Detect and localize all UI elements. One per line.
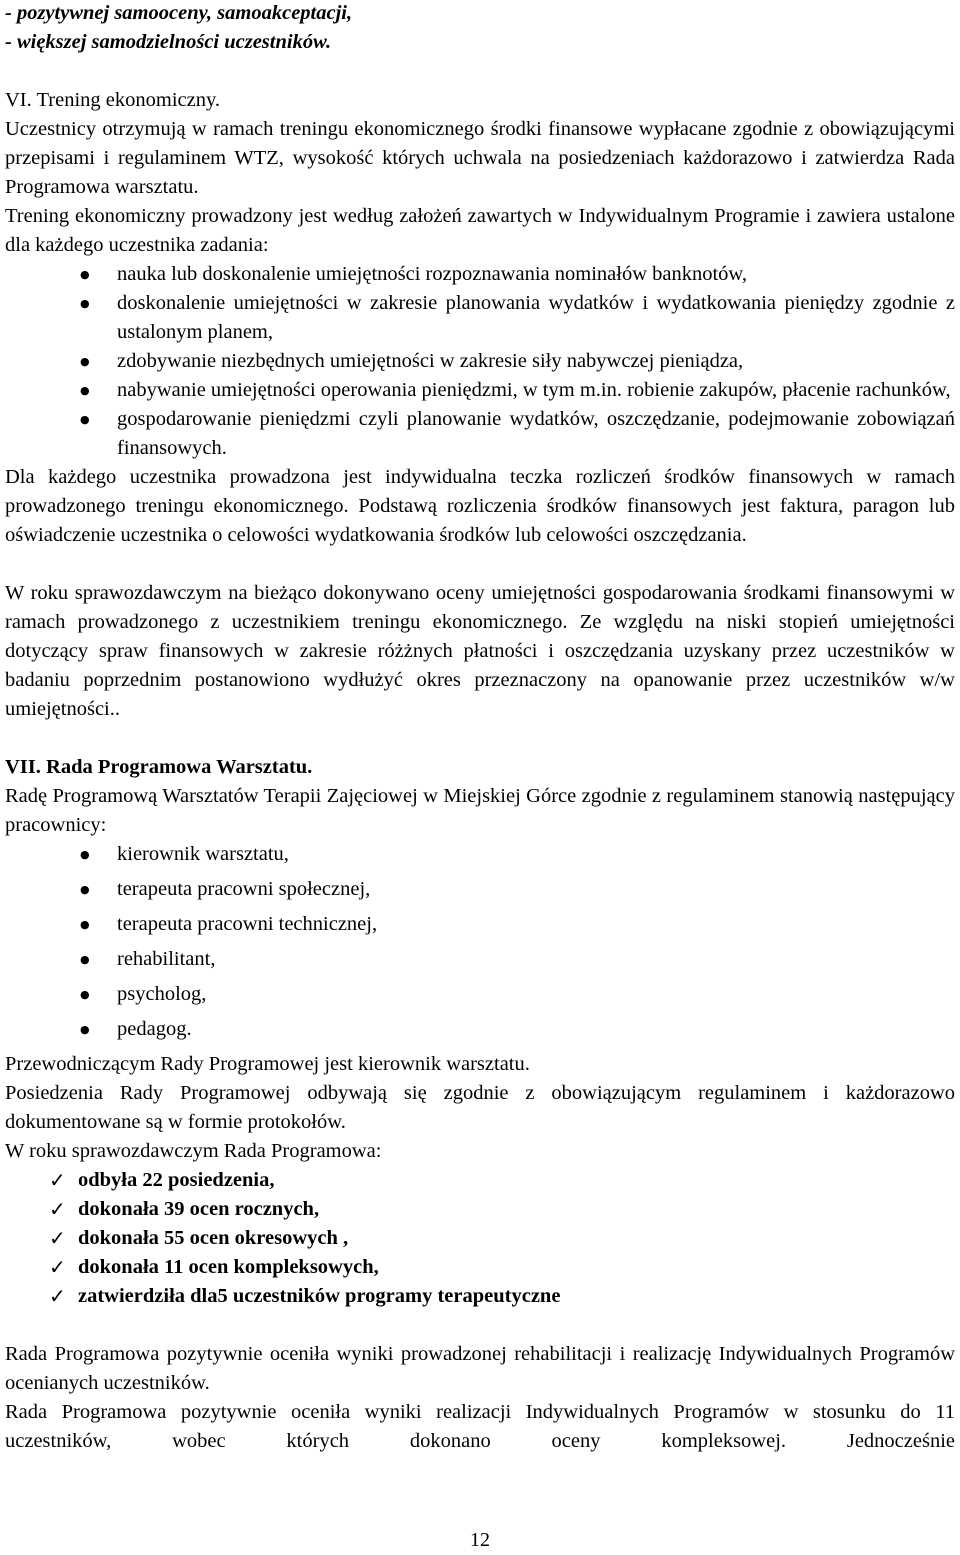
list-item: ● zdobywanie niezbędnych umiejętności w zakresie siły nabywczej pieniądza, [5,347,955,376]
section-6-heading: VI. Trening ekonomiczny. [5,89,221,111]
training-tasks-list [5,260,955,463]
section-6-paragraph-3: Dla każdego uczestnika prowadzona jest indywidualna teczka rozliczeń środków finansowych w ramach prowadzonego treningu ekonomicznego. Podstawą rozliczenia środków finansowych jest faktura, paragon lub oświadczenie uczestnika o celowości wydatkowania środków lub celowości oszczędzania. [5,466,955,546]
list-item: ● kierownik warsztatu, [5,840,955,869]
intro-line-1: - pozytywnej samooceny, samoakceptacji, [5,2,353,24]
section-6-paragraph-1: Uczestnicy otrzymują w ramach treningu ekonomicznego środki finansowe wypłacane zgodnie z obowiązującymi przepisami i regulaminem WTZ, wysokość których uchwala na posiedzeniach każdorazowo i zatwierdza Rada Programowa warsztatu. [5,118,955,198]
list-item: ● nauka lub doskonalenie umiejętności rozpoznawania nominałów banknotów, [5,260,955,289]
section-7-paragraph-3: Posiedzenia Rady Programowej odbywają się zgodnie z obowiązującym regulaminem i każdorazowo dokumentowane są w formie protokołów. [5,1082,955,1133]
list-item: ✓ dokonała 55 ocen okresowych , [5,1224,955,1253]
section-6-paragraph-2: Trening ekonomiczny prowadzony jest według założeń zawartych w Indywidualnym Programie i zawiera ustalone dla każdego uczestnika zadania: [5,205,955,256]
page-number: 12 [470,1529,490,1551]
council-members-list [5,840,955,1044]
council-achievements-list [5,1166,955,1311]
section-7-paragraph-1: Radę Programową Warsztatów Terapii Zajęciowej w Miejskiej Górce zgodnie z regulaminem stanowią następujący pracownicy: [5,785,955,836]
section-7-paragraph-4: W roku sprawozdawczym Rada Programowa: [5,1140,382,1162]
intro-line-2: - większej samodzielności uczestników. [5,31,332,53]
section-7-paragraph-2: Przewodniczącym Rady Programowej jest kierownik warsztatu. [5,1053,530,1075]
list-item: ✓ zatwierdziła dla5 uczestników programy terapeutyczne [5,1282,955,1311]
document-page [5,0,955,1456]
list-item: ● gospodarowanie pieniędzmi czyli planowanie wydatków, oszczędzanie, podejmowanie zobowiązań finansowych. [5,405,955,463]
list-item: ● terapeuta pracowni technicznej, [5,910,955,939]
list-item: ● rehabilitant, [5,945,955,974]
list-item: ✓ odbyła 22 posiedzenia, [5,1166,955,1195]
list-item: ● pedagog. [5,1015,955,1044]
list-item: ✓ dokonała 39 ocen rocznych, [5,1195,955,1224]
section-7-heading: VII. Rada Programowa Warsztatu. [5,756,313,778]
section-6-paragraph-4: W roku sprawozdawczym na bieżąco dokonywano oceny umiejętności gospodarowania środkami finansowymi w ramach prowadzonego z uczestnikiem treningu ekonomicznego. Ze względu na niski stopień umiejętności dotyczący spraw finansowych w zakresie różżnych płatności i oszczędzania uzyskany przez uczestników w badaniu poprzednim postanowiono wydłużyć okres przeznaczony na opanowanie przez uczestników w/w umiejętności.. [5,582,955,720]
section-7-paragraph-5: Rada Programowa pozytywnie oceniła wyniki prowadzonej rehabilitacji i realizację Indywidualnych Programów ocenianych uczestników. [5,1343,955,1394]
list-item: ● doskonalenie umiejętności w zakresie planowania wydatków i wydatkowania pieniędzy zgodnie z ustalonym planem, [5,289,955,347]
list-item: ● psycholog, [5,980,955,1009]
list-item: ● terapeuta pracowni społecznej, [5,875,955,904]
list-item: ● nabywanie umiejętności operowania pieniędzmi, w tym m.in. robienie zakupów, płacenie rachunków, [5,376,955,405]
list-item: ✓ dokonała 11 ocen kompleksowych, [5,1253,955,1282]
section-7-paragraph-6: Rada Programowa pozytywnie oceniła wyniki realizacji Indywidualnych Programów w stosunku do 11 uczestników, wobec których dokonano oceny kompleksowej. Jednocześnie [5,1401,955,1452]
